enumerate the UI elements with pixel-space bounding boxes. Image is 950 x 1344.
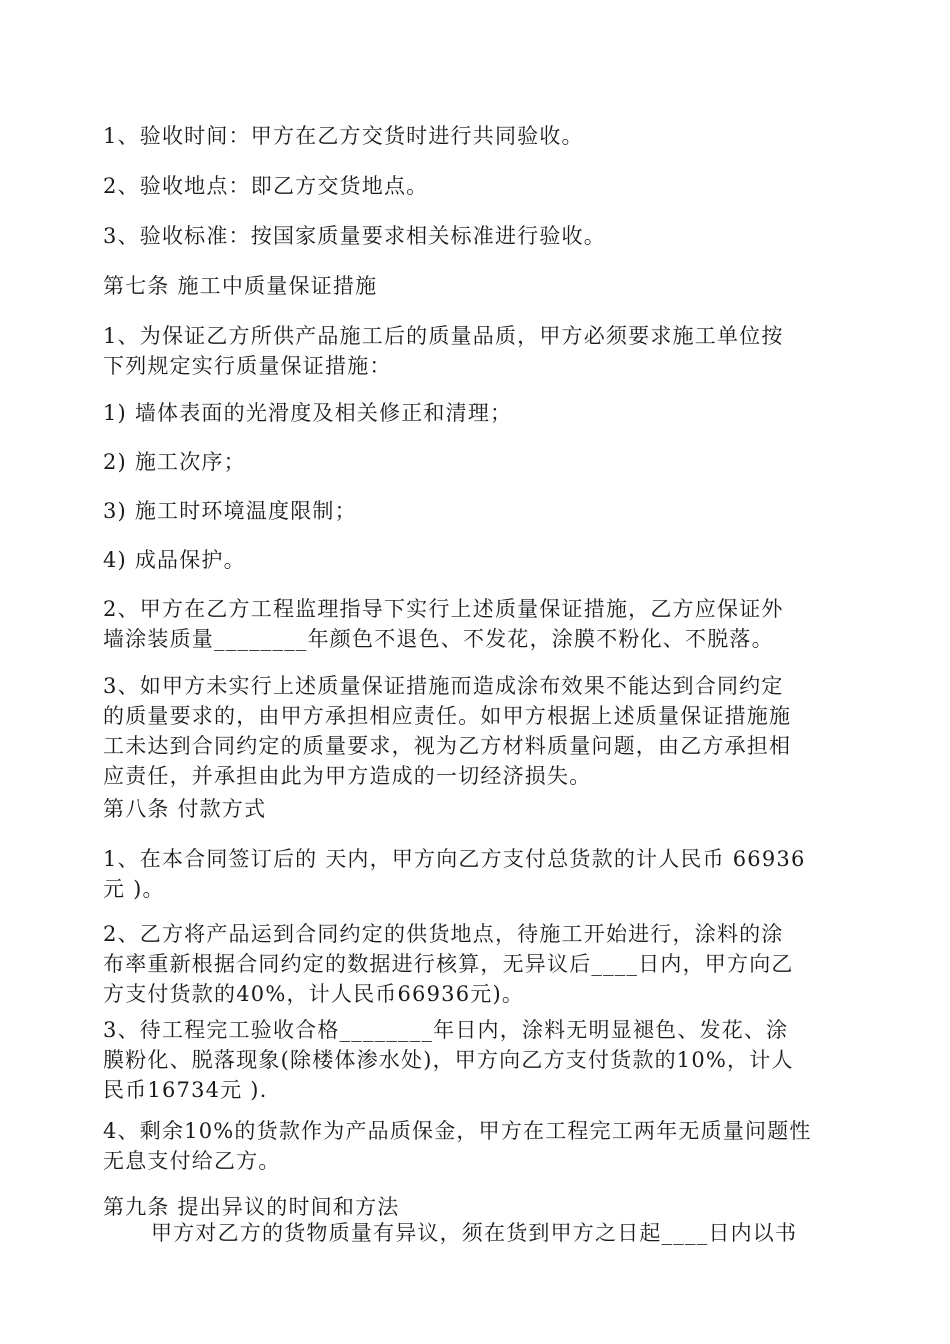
text-line: 下列规定实行质量保证措施： <box>103 354 392 378</box>
article-7-heading <box>103 271 863 301</box>
text-line: 2) 施工次序； <box>103 450 246 474</box>
text-line: 的质量要求的，由甲方承担相应责任。如甲方根据上述质量保证措施施 <box>103 704 792 728</box>
text-line: 1、为保证乙方所供产品施工后的质量品质，甲方必须要求施工单位按 <box>103 324 784 348</box>
text-line: 民币16734元 ). <box>103 1078 268 1102</box>
text-line: 工未达到合同约定的质量要求，视为乙方材料质量问题，由乙方承担相 <box>103 734 792 758</box>
acceptance-location <box>103 171 863 201</box>
text-line: 布率重新根据合同约定的数据进行核算，无异议后____日内，甲方向乙 <box>103 952 794 976</box>
heading-text: 第七条 施工中质量保证措施 <box>103 274 378 298</box>
article-7-subitem-3 <box>103 496 863 526</box>
article-7-subitem-4 <box>103 545 863 575</box>
text-line: 4) 成品保护。 <box>103 548 246 572</box>
text-line: 膜粉化、脱落现象(除楼体渗水处)，甲方向乙方支付货款的10%，计人 <box>103 1048 794 1072</box>
article-8-item-3 <box>103 1015 863 1105</box>
heading-text: 第九条 提出异议的时间和方法 <box>103 1195 400 1219</box>
article-9-body <box>103 1218 863 1248</box>
article-8-heading <box>103 794 863 824</box>
article-7-subitem-2 <box>103 447 863 477</box>
text-line: 1) 墙体表面的光滑度及相关修正和清理； <box>103 401 513 425</box>
article-8-item-1 <box>103 844 863 904</box>
text-line: 3、验收标准：按国家质量要求相关标准进行验收。 <box>103 224 606 248</box>
heading-text: 第八条 付款方式 <box>103 797 267 821</box>
text-line: 3、待工程完工验收合格________年日内，涂料无明显褪色、发花、涂 <box>103 1018 789 1042</box>
text-line: 无息支付给乙方。 <box>103 1149 281 1173</box>
article-7-subitem-1 <box>103 398 863 428</box>
article-8-item-4 <box>103 1116 863 1176</box>
text-line: 2、乙方将产品运到合同约定的供货地点，待施工开始进行，涂料的涂 <box>103 922 784 946</box>
article-7-item-1 <box>103 321 863 381</box>
text-line: 1、验收时间：甲方在乙方交货时进行共同验收。 <box>103 124 584 148</box>
text-line: 1、在本合同签订后的 天内，甲方向乙方支付总货款的计人民币 66936 <box>103 847 806 871</box>
text-line: 应责任，并承担由此为甲方造成的一切经济损失。 <box>103 764 592 788</box>
acceptance-standard <box>103 221 863 251</box>
text-line: 4、剩余10%的货款作为产品质保金，甲方在工程完工两年无质量问题性 <box>103 1119 812 1143</box>
text-line: 甲方对乙方的货物质量有异议，须在货到甲方之日起____日内以书 <box>151 1221 798 1245</box>
text-line: 元 )。 <box>103 877 165 901</box>
article-8-item-2 <box>103 919 863 1009</box>
text-line: 方支付货款的40%，计人民币66936元)。 <box>103 982 525 1006</box>
text-line: 3、如甲方未实行上述质量保证措施而造成涂布效果不能达到合同约定 <box>103 674 784 698</box>
text-line: 2、甲方在乙方工程监理指导下实行上述质量保证措施，乙方应保证外 <box>103 597 784 621</box>
text-line: 3) 施工时环境温度限制； <box>103 499 357 523</box>
acceptance-time <box>103 121 863 151</box>
text-line: 墙涂装质量________年颜色不退色、不发花，涂膜不粉化、不脱落。 <box>103 627 774 651</box>
article-7-item-3 <box>103 671 863 791</box>
article-7-item-2 <box>103 594 863 654</box>
text-line: 2、验收地点：即乙方交货地点。 <box>103 174 429 198</box>
